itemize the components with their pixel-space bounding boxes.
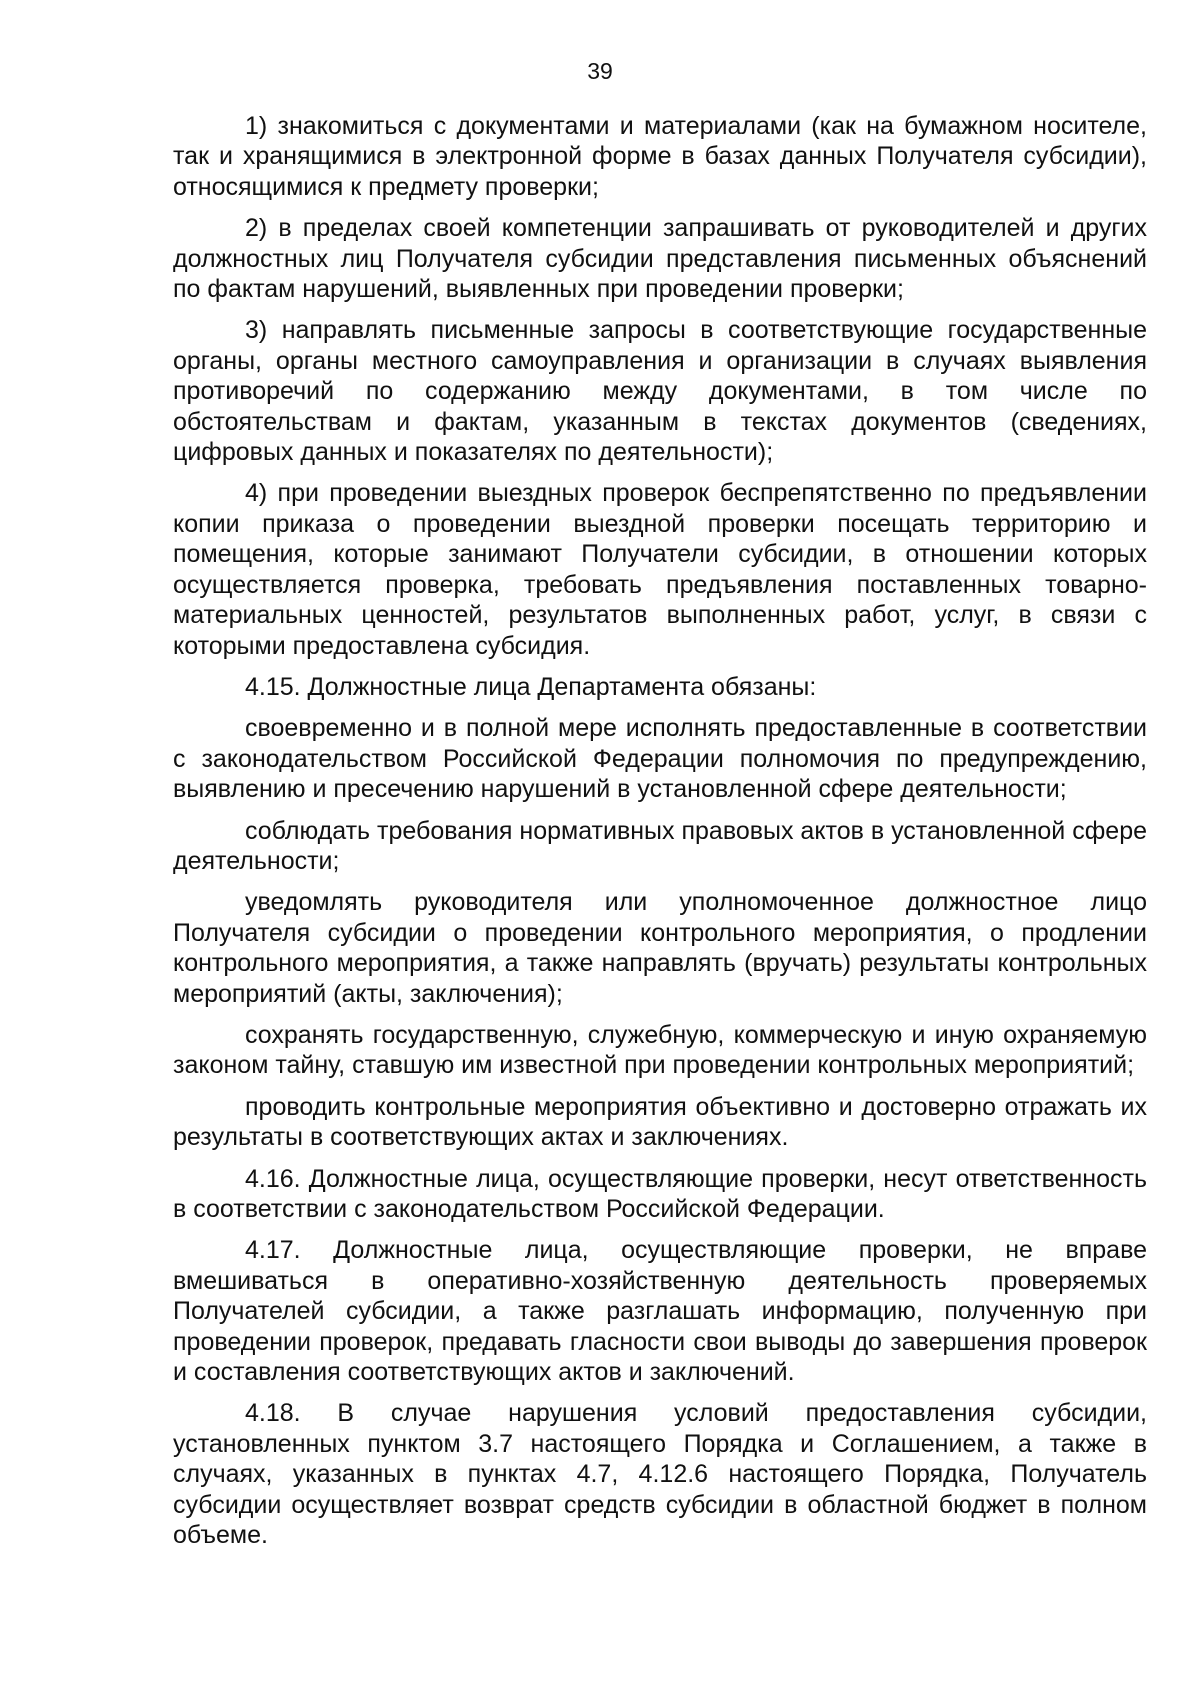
document-body: [173, 111, 1147, 1561]
page-number: 39: [587, 58, 613, 84]
paragraph-right-3: 3) направлять письменные запросы в соответствующие государственные органы, органы местного самоуправления и организации в случаях выявления противоречий по содержанию между документами, в том числе по обстоятельствам и фактам, указанным в текстах документов (сведениях, цифровых данных и показателях по деятельности);: [173, 316, 1147, 467]
paragraph-duty-5: проводить контрольные мероприятия объективно и достоверно отражать их результаты в соответствующих актах и заключениях.: [173, 1092, 1147, 1152]
paragraph-4-18: 4.18. В случае нарушения условий предоставления субсидии, установленных пунктом 3.7 настоящего Порядка и Соглашением, а также в случаях, указанных в пунктах 4.7, 4.12.6 настоящего Порядка, Получатель субсидии осуществляет возврат средств субсидии в областной бюджет в полном объеме.: [173, 1399, 1147, 1550]
paragraph-duty-4: сохранять государственную, служебную, коммерческую и иную охраняемую законом тайну, ставшую им известной при проведении контрольных мероприятий;: [173, 1020, 1147, 1080]
paragraph-duty-2: соблюдать требования нормативных правовых актов в установленной сфере деятельности;: [173, 816, 1147, 875]
paragraph-right-1: 1) знакомиться с документами и материалами (как на бумажном носителе, так и хранящимися в электронной форме в базах данных Получателя субсидии), относящимися к предмету проверки;: [173, 112, 1147, 201]
paragraph-right-4: 4) при проведении выездных проверок беспрепятственно по предъявлении копии приказа о проведении выездной проверки посещать территорию и помещения, которые занимают Получатели субсидии, в отношении которых осуществляется проверка, требовать предъявления поставленных товарно-материальных ценностей, результатов выполненных работ, услуг, в связи с которыми предоставлена субсидия.: [173, 479, 1147, 660]
paragraph-duty-1: своевременно и в полной мере исполнять предоставленные в соответствии с законодательством Российской Федерации полномочия по предупреждению, выявлению и пресечению нарушений в установленной сфере деятельности;: [173, 714, 1147, 804]
paragraph-4-16: 4.16. Должностные лица, осуществляющие проверки, несут ответственность в соответствии с законодательством Российской Федерации.: [173, 1164, 1147, 1223]
paragraph-duty-3: уведомлять руководителя или уполномоченное должностное лицо Получателя субсидии о проведении контрольного мероприятия, о продлении контрольного мероприятия, а также направлять (вручать) результаты контрольных мероприятий (акты, заключения);: [173, 888, 1147, 1008]
paragraph-4-17: 4.17. Должностные лица, осуществляющие проверки, не вправе вмешиваться в оперативно-хозяйственную деятельность проверяемых Получателей субсидии, а также разглашать информацию, полученную при проведении проверок, предавать гласности свои выводы до завершения проверок и составления соответствующих актов и заключений.: [173, 1236, 1147, 1387]
paragraph-right-2: 2) в пределах своей компетенции запрашивать от руководителей и других должностных лиц Получателя субсидии представления письменных объяснений по фактам нарушений, выявленных при проведении проверки;: [173, 214, 1147, 304]
paragraph-4-15: 4.15. Должностные лица Департамента обязаны:: [245, 672, 817, 701]
